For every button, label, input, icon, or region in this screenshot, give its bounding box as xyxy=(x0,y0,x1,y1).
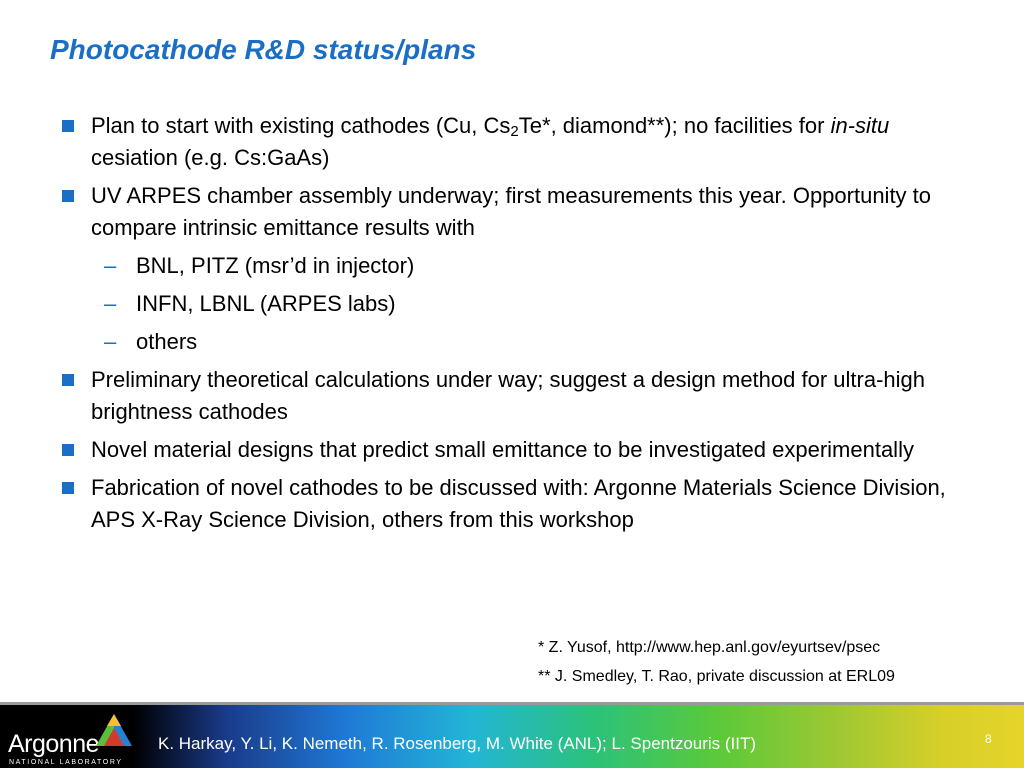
reference-2: ** J. Smedley, T. Rao, private discussion at ERL09 xyxy=(538,668,895,685)
argonne-triangle-logo-icon xyxy=(94,712,134,748)
bullet-text-1a: Plan to start with existing cathodes (Cu, Cs xyxy=(91,113,511,138)
footer-authors: K. Harkay, Y. Li, K. Nemeth, R. Rosenberg, M. White (ANL); L. Spentzouris (IIT) xyxy=(158,734,757,753)
reference-1: * Z. Yusof, http://www.hep.anl.gov/eyurtsev/psec xyxy=(538,639,881,656)
bullet-text-1c: cesiation (e.g. Cs:GaAs) xyxy=(91,145,330,170)
bullet-text-2: UV ARPES chamber assembly underway; first measurements this year. Opportunity to compare intrinsic emittance results with xyxy=(91,183,932,240)
square-bullet-icon xyxy=(62,190,74,202)
slide-title: Photocathode R&D status/plans xyxy=(50,34,477,65)
subscript-2: 2 xyxy=(510,123,519,140)
sub-bullet-item xyxy=(60,288,980,320)
bullet-text-1b: Te*, diamond**); no facilities for xyxy=(518,113,831,138)
page-number: 8 xyxy=(985,732,992,746)
dash-bullet-icon: – xyxy=(104,291,117,316)
logo-subtext: NATIONAL LABORATORY xyxy=(9,759,123,766)
sub-bullet-item xyxy=(60,250,980,282)
sub-bullet-text: BNL, PITZ (msr’d in injector) xyxy=(136,253,415,278)
bullet-item xyxy=(60,180,980,244)
square-bullet-icon xyxy=(62,374,74,386)
bullet-text-3: Preliminary theoretical calculations under way; suggest a design method for ultra-high brightness cathodes xyxy=(91,367,925,424)
dash-bullet-icon: – xyxy=(104,253,117,278)
square-bullet-icon xyxy=(62,120,74,132)
sub-bullet-text: others xyxy=(136,329,198,354)
references xyxy=(538,633,895,691)
dash-bullet-icon: – xyxy=(104,329,117,354)
footer-bar xyxy=(0,702,1024,768)
bullet-item xyxy=(60,110,980,174)
sub-bullet-text: INFN, LBNL (ARPES labs) xyxy=(136,291,396,316)
sub-bullet-item xyxy=(60,326,980,358)
bullet-item xyxy=(60,472,980,536)
bullet-text-1-emphasis: in-situ xyxy=(830,113,890,138)
square-bullet-icon xyxy=(62,482,74,494)
bullet-item xyxy=(60,434,980,466)
slide-body xyxy=(60,110,980,542)
bullet-text-4: Novel material designs that predict small emittance to be investigated experimentally xyxy=(91,437,914,462)
bullet-item xyxy=(60,364,980,428)
bullet-text-5: Fabrication of novel cathodes to be discussed with: Argonne Materials Science Division, APS X-Ray Science Division, others from this workshop xyxy=(91,475,946,532)
logo-text: Argonne xyxy=(8,730,100,758)
square-bullet-icon xyxy=(62,444,74,456)
